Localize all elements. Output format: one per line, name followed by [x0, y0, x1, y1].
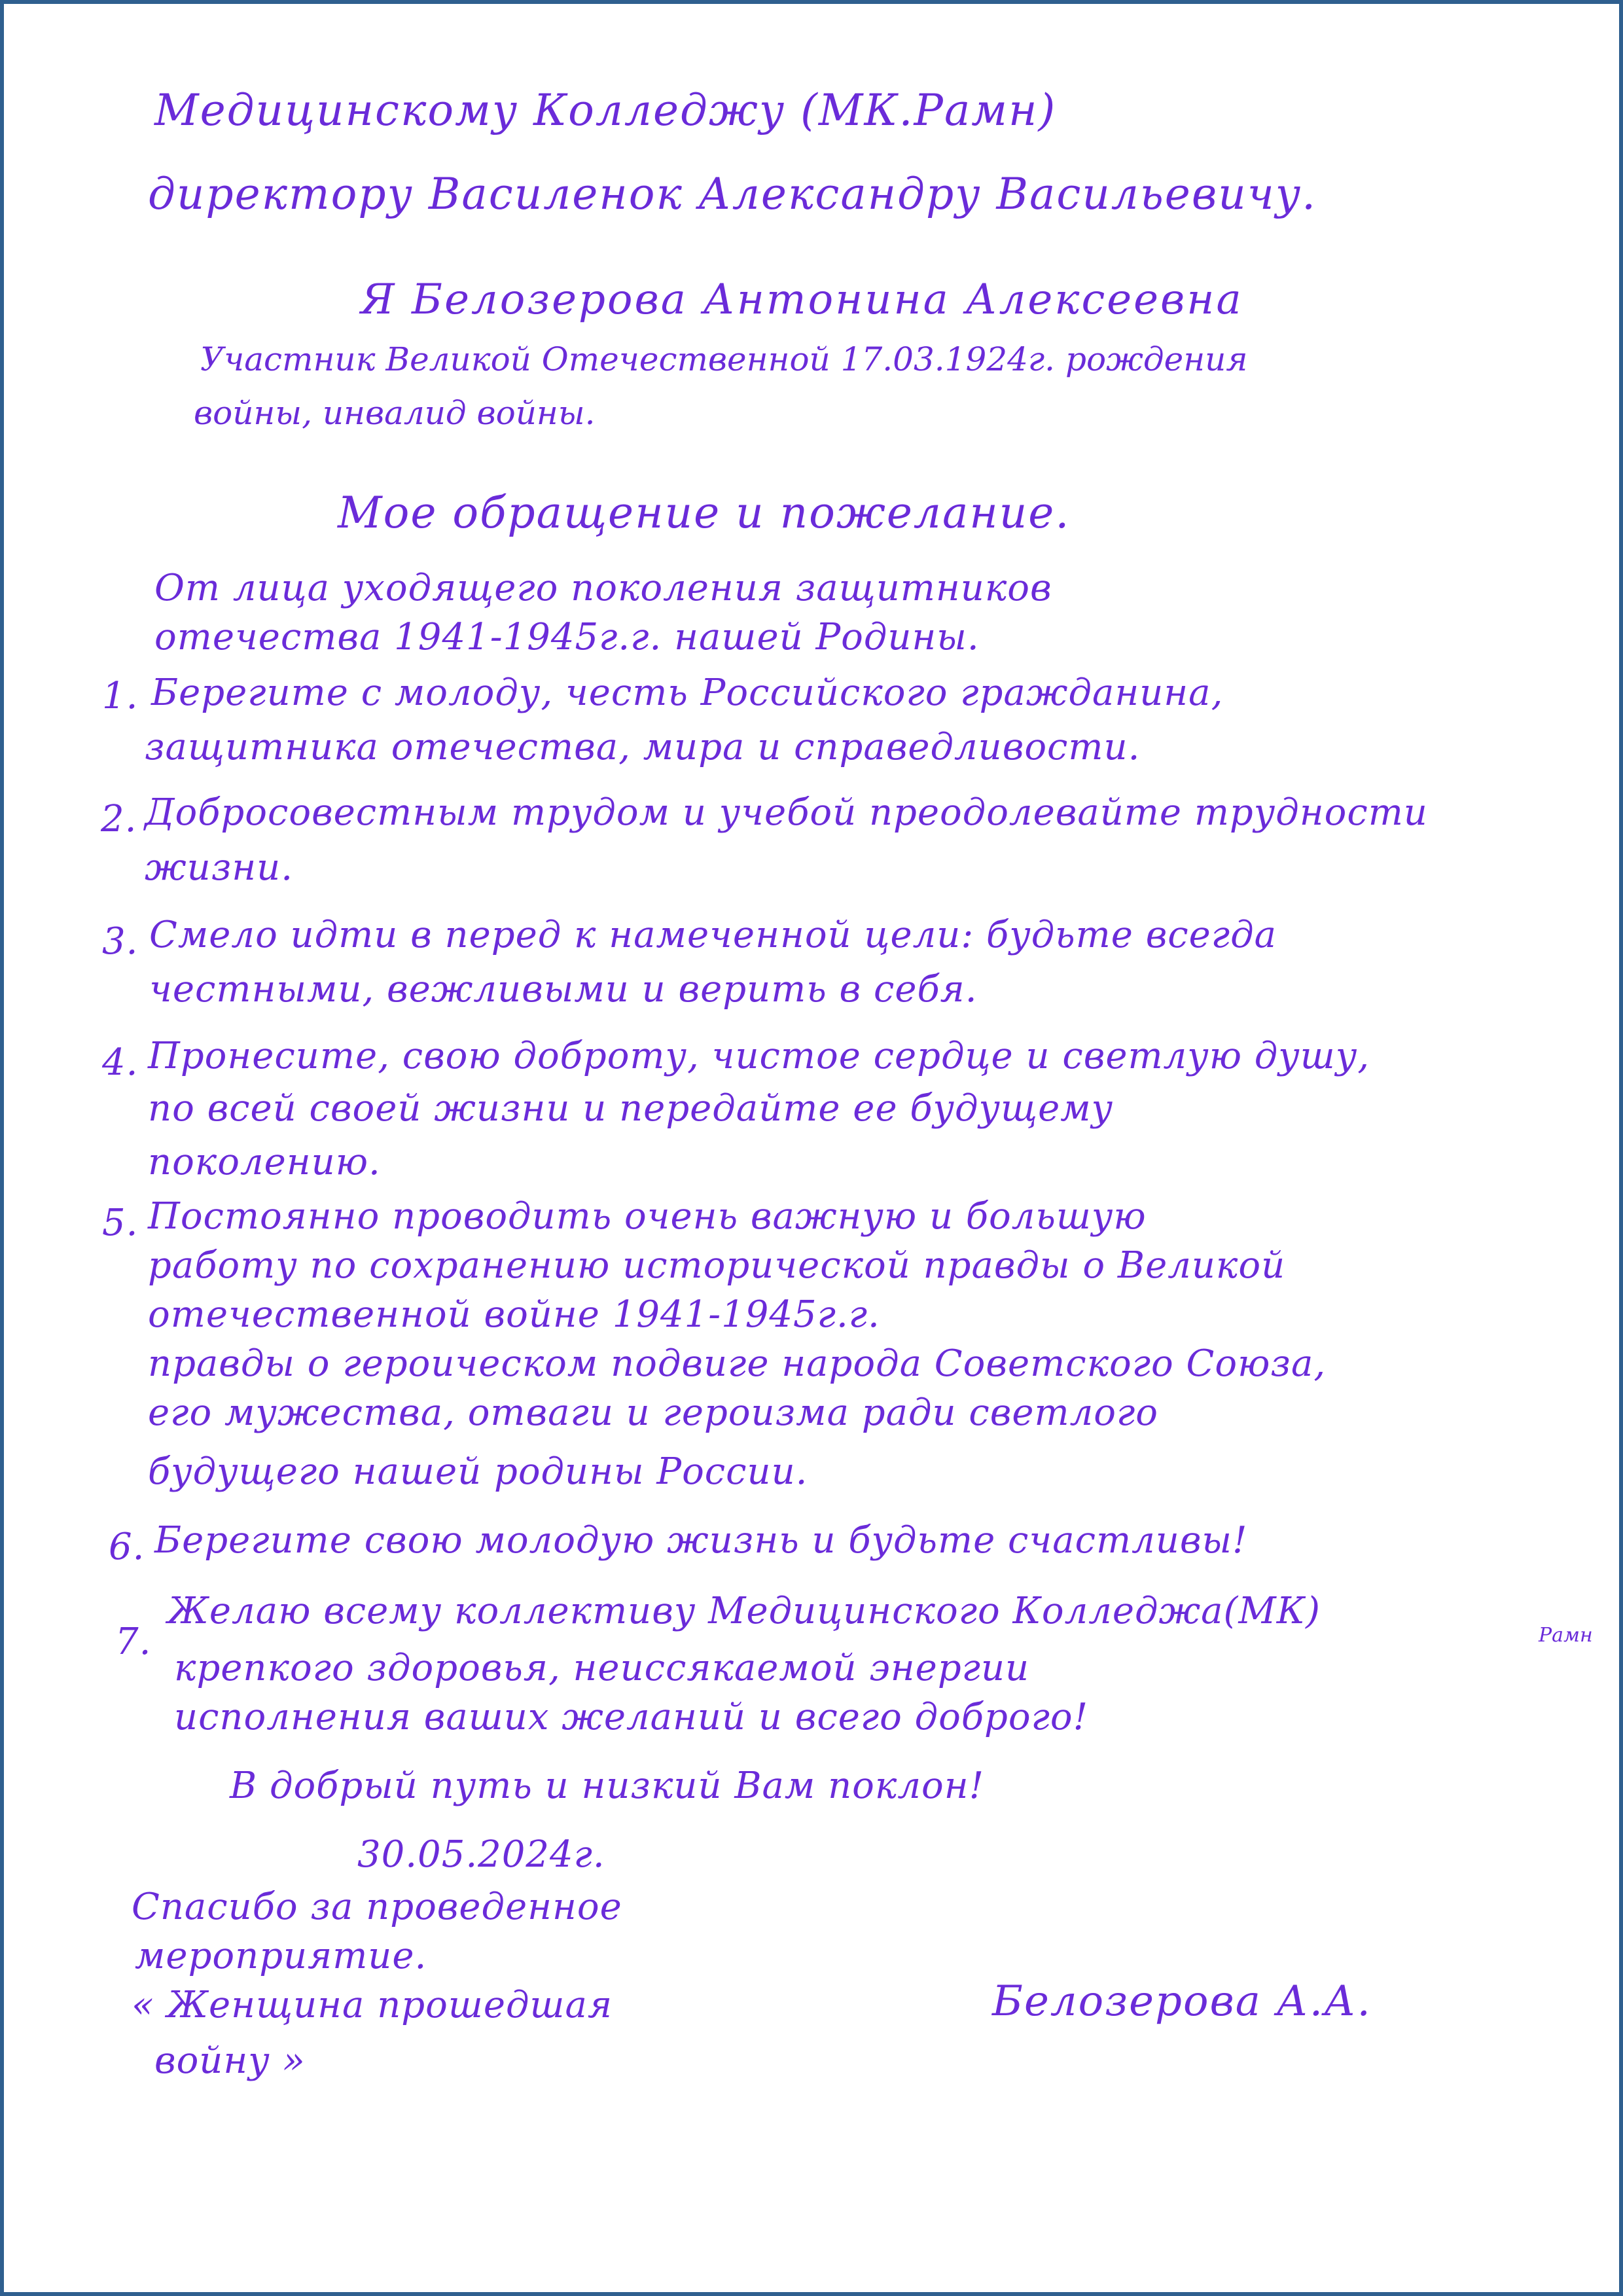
item-5-line-3: отечественной войне 1941-1945г.г.	[148, 1293, 880, 1336]
recipient-line-1: Медицинскому Колледжу (МК.Рамн)	[154, 85, 1057, 135]
item-4-line-3: поколению.	[148, 1141, 381, 1183]
author-status-line-1: Участник Великой Отечественной 17.03.1924г. рождения	[200, 340, 1248, 378]
item-3-line-1: Смело идти в перед к намеченной цели: будьте всегда	[149, 914, 1277, 956]
item-number: 4.	[102, 1041, 139, 1084]
item-2-line-2: жизни.	[145, 846, 294, 889]
signature: Белозерова А.А.	[992, 1977, 1372, 2026]
recipient-line-2: директору Василенок Александру Васильевичу.	[148, 169, 1317, 219]
thanks-line-2: мероприятие.	[135, 1935, 427, 1977]
item-4-line-2: по всей своей жизни и передайте ее будущему	[148, 1087, 1114, 1130]
item-7-line-3: исполнения ваших желаний и всего доброго!	[174, 1696, 1089, 1738]
item-number: 6.	[109, 1526, 145, 1568]
item-1-line-1: Берегите с молоду, честь Российского гражданина,	[151, 672, 1224, 714]
item-number: 3.	[102, 920, 139, 963]
item-6-line-1: Берегите свою молодую жизнь и будьте счастливы!	[154, 1519, 1248, 1562]
farewell-line: В добрый путь и низкий Вам поклон!	[230, 1765, 985, 1807]
thanks-line-1: Спасибо за проведенное	[132, 1886, 622, 1928]
item-number: 1.	[102, 675, 139, 717]
preamble-line-1: От лица уходящего поколения защитников	[154, 567, 1052, 609]
author-intro: Я Белозерова Антонина Алексеевна	[361, 276, 1243, 324]
item-number: 2.	[101, 798, 137, 840]
thanks-line-3: « Женщина прошедшая	[132, 1984, 613, 2026]
item-7-line-2: крепкого здоровья, неиссякаемой энергии	[174, 1647, 1030, 1689]
item-5-line-2: работу по сохранению исторической правды о Великой	[148, 1244, 1286, 1287]
item-number: 7.	[115, 1621, 152, 1663]
item-5-line-5: его мужества, отваги и героизма ради светлого	[148, 1391, 1158, 1434]
item-5-line-4: правды о героическом подвиге народа Советского Союза,	[148, 1342, 1327, 1385]
item-1-line-2: защитника отечества, мира и справедливости.	[145, 726, 1141, 768]
appeal-title: Мое обращение и пожелание.	[338, 488, 1071, 538]
item-number: 5.	[102, 1202, 139, 1244]
preamble-line-2: отечества 1941-1945г.г. нашей Родины.	[154, 616, 980, 658]
item-2-line-1: Добросовестным трудом и учебой преодолевайте трудности	[145, 791, 1428, 834]
item-5-line-6: будущего нашей родины России.	[148, 1450, 808, 1493]
item-5-line-1: Постоянно проводить очень важную и большую	[148, 1195, 1147, 1238]
item-7-superscript: Рамн	[1539, 1624, 1593, 1647]
author-status-line-2: войны, инвалид войны.	[194, 394, 596, 432]
item-7-line-1: Желаю всему коллективу Медицинского Колледжа(МК)	[168, 1590, 1321, 1632]
item-4-line-1: Пронесите, свою доброту, чистое сердце и светлую душу,	[148, 1035, 1370, 1077]
thanks-line-4: войну »	[154, 2039, 306, 2082]
letter-date: 30.05.2024г.	[357, 1833, 605, 1876]
item-3-line-2: честными, вежливыми и верить в себя.	[149, 968, 978, 1011]
